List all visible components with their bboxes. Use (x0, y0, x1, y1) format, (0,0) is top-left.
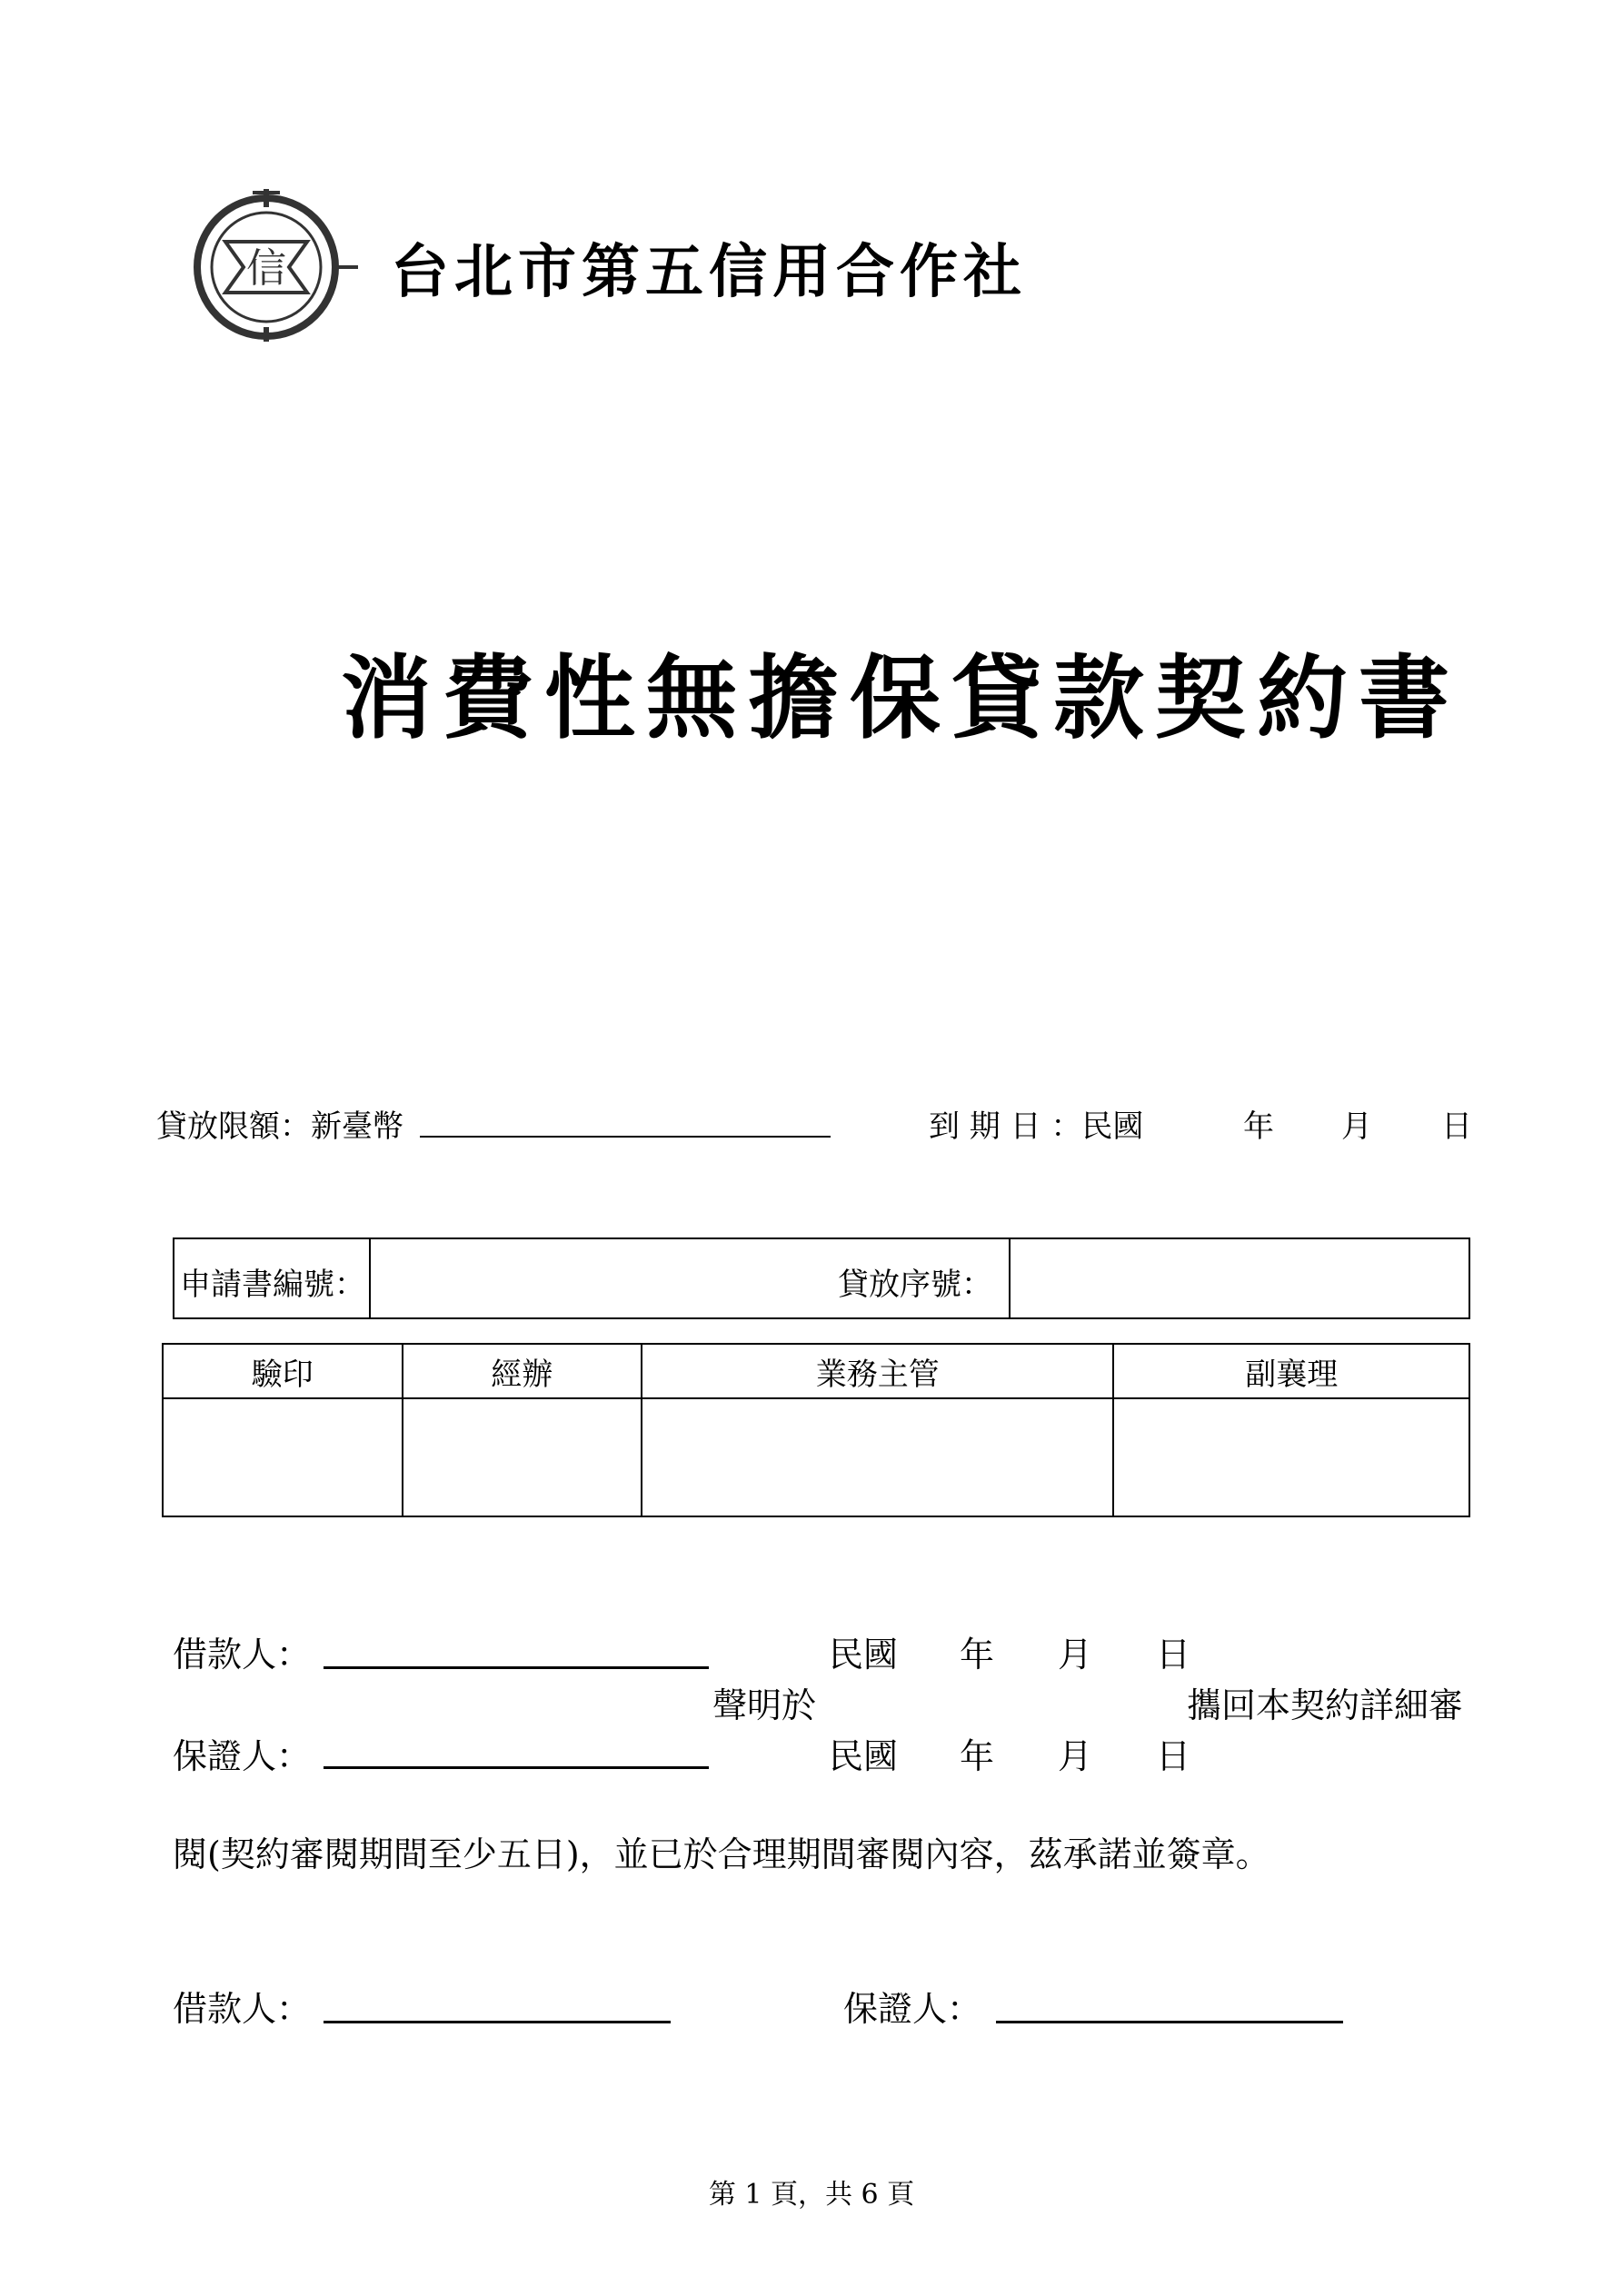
supervisor-cell[interactable] (642, 1398, 1113, 1516)
due-date-label: 到 期 日 ：民國 (929, 1108, 1144, 1145)
signature-borrower-label: 借款人： (173, 1989, 312, 2029)
page-number: 第 1 頁，共 6 頁 (708, 2179, 915, 2211)
declaration-day-2: 日 (1156, 1736, 1191, 1776)
credit-coop-logo (189, 187, 362, 342)
loan-serial-field[interactable] (1012, 1241, 1467, 1316)
header-deputy-manager: 副襄理 (1113, 1344, 1469, 1398)
declaration-month-1: 月 (1058, 1635, 1093, 1675)
signature-guarantor-line[interactable] (996, 2021, 1343, 2023)
signature-borrower-line[interactable] (324, 2021, 671, 2023)
deputy-manager-cell[interactable] (1113, 1398, 1469, 1516)
seal-check-cell[interactable] (163, 1398, 403, 1516)
declaration-borrower-label: 借款人： (173, 1635, 312, 1675)
signature-guarantor-label: 保證人： (843, 1989, 982, 2029)
declaration-year-2: 年 (960, 1736, 995, 1776)
declaration-guarantor-line[interactable] (324, 1766, 709, 1769)
loan-serial-label: 貸放序號： (838, 1267, 992, 1303)
review-statement: 閱(契約審閱期間至少五日)，並已於合理期間審閱內容，茲承諾並簽章。 (173, 1834, 1270, 1874)
due-day-label: 日 (1441, 1108, 1472, 1145)
org-name: 台北市第五信用合作社 (391, 239, 1027, 306)
declaration-borrower-line[interactable] (324, 1666, 709, 1669)
due-month-label: 月 (1341, 1108, 1372, 1145)
approval-table (162, 1343, 1470, 1517)
declaration-roc-2: 民國 (829, 1736, 899, 1776)
declaration-month-2: 月 (1058, 1736, 1093, 1776)
logo-char: 信 (246, 245, 286, 292)
declared-at-text: 聲明於 (712, 1685, 817, 1725)
loan-limit-blank[interactable] (420, 1136, 831, 1138)
due-year-label: 年 (1243, 1108, 1274, 1145)
header-supervisor: 業務主管 (642, 1344, 1113, 1398)
declaration-day-1: 日 (1156, 1635, 1191, 1675)
application-number-label: 申請書編號： (180, 1267, 365, 1303)
ref-divider-1 (369, 1237, 371, 1319)
header-seal-check: 驗印 (163, 1344, 403, 1398)
loan-limit-label: 貸放限額：新臺幣 (156, 1108, 403, 1145)
declaration-guarantor-label: 保證人： (173, 1736, 312, 1776)
header-handler: 經辦 (403, 1344, 642, 1398)
document-title: 消費性無擔保貸款契約書 (341, 645, 1460, 751)
handler-cell[interactable] (403, 1398, 642, 1516)
take-back-text: 攜回本契約詳細審 (1187, 1685, 1464, 1725)
declaration-roc-1: 民國 (829, 1635, 899, 1675)
declaration-year-1: 年 (960, 1635, 995, 1675)
ref-divider-2 (1009, 1237, 1011, 1319)
